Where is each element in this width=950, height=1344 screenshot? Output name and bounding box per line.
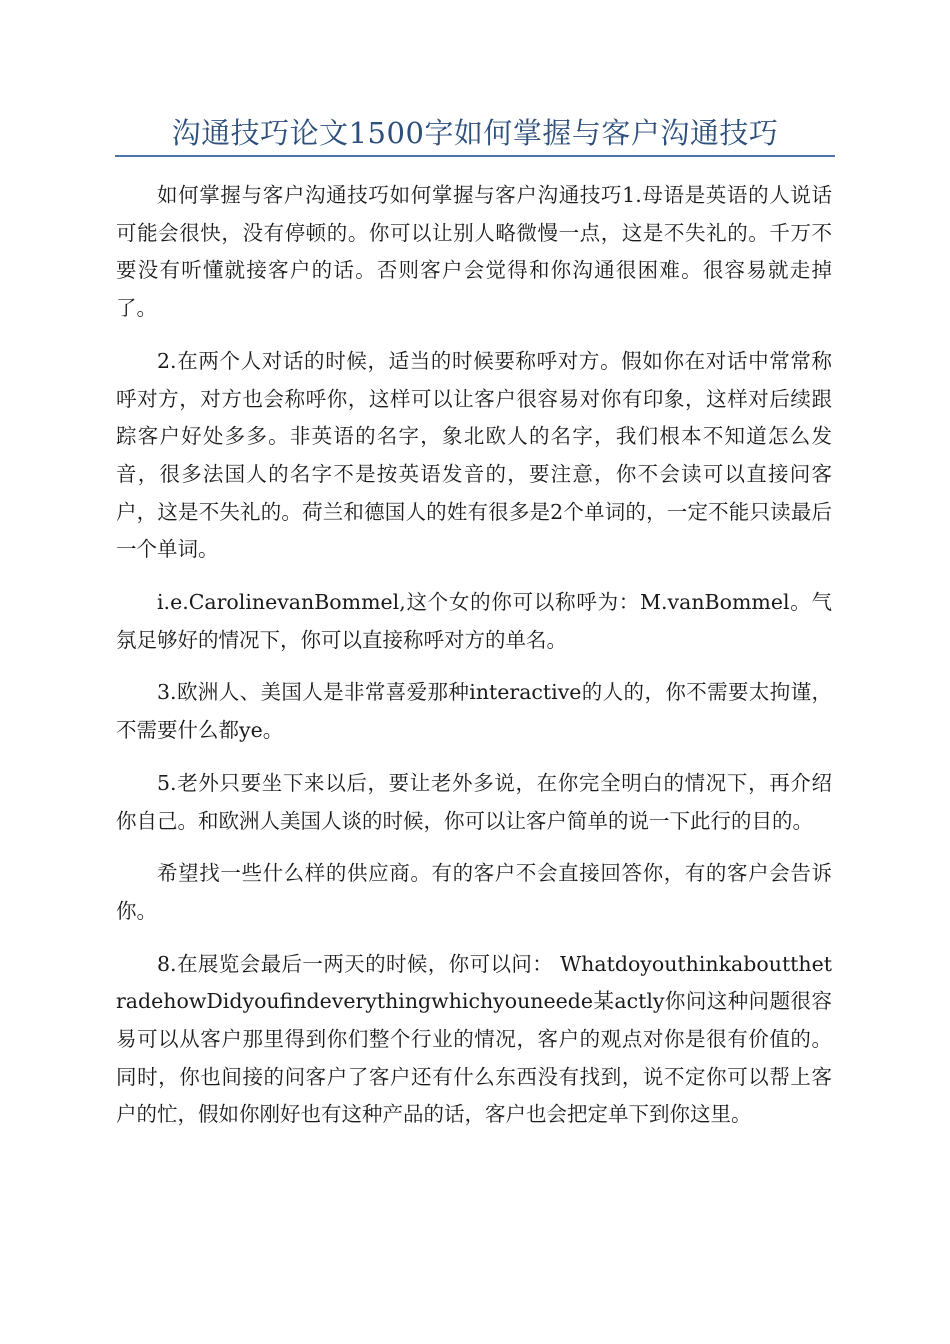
paragraph-3: i.e.CarolinevanBommel,这个女的你可以称呼为：M.vanBommel。气氛足够好的情况下，你可以直接称呼对方的单名。	[116, 590, 832, 652]
paragraph-5: 5.老外只要坐下来以后，要让老外多说，在你完全明白的情况下，再介绍你自己。和欧洲人美国人谈的时候，你可以让客户简单的说一下此行的目的。	[116, 770, 832, 833]
title-underline	[115, 155, 835, 157]
paragraph-6: 希望找一些什么样的供应商。有的客户不会直接回答你，有的客户会告诉你。	[116, 861, 832, 923]
paragraph-1: 如何掌握与客户沟通技巧如何掌握与客户沟通技巧1.母语是英语的人说话可能会很快，没有停顿的。你可以让别人略微慢一点，这是不失礼的。千万不要没有听懂就接客户的话。否则客户会觉得和你沟通很困难。很容易就走掉了。	[116, 183, 832, 321]
paragraph-2: 2.在两个人对话的时候，适当的时候要称呼对方。假如你在对话中常常称呼对方，对方也会称呼你，这样可以让客户很容易对你有印象，这样对后续跟踪客户好处多多。非英语的名字，象北欧人的名字，我们根本不知道怎么发音，很多法国人的名字不是按英语发音的，要注意，你不会读可以直接问客户，这是不失礼的。荷兰和德国人的姓有很多是2个单词的，一定不能只读最后一个单词。	[116, 348, 832, 562]
paragraph-4: 3.欧洲人、美国人是非常喜爱那种interactive的人的，你不需要太拘谨，不需要什么都ye。	[116, 680, 832, 743]
document-body	[116, 177, 832, 1149]
paragraph-7: 8.在展览会最后一两天的时候，你可以问： WhatdoyouthinkaboutthetradehowDidyoufindeverythingwhichyouneede某actly你问这种问题很容易可以从客户那里得到你们整个行业的情况，客户的观点对你是很有价值的。同时，你也间接的问客户了客户还有什么东西没有找到，说不定你可以帮上客户的忙，假如你刚好也有这种产品的话，客户也会把定单下到你这里。	[116, 951, 832, 1127]
document-title: 沟通技巧论文1500字如何掌握与客户沟通技巧	[171, 116, 779, 150]
